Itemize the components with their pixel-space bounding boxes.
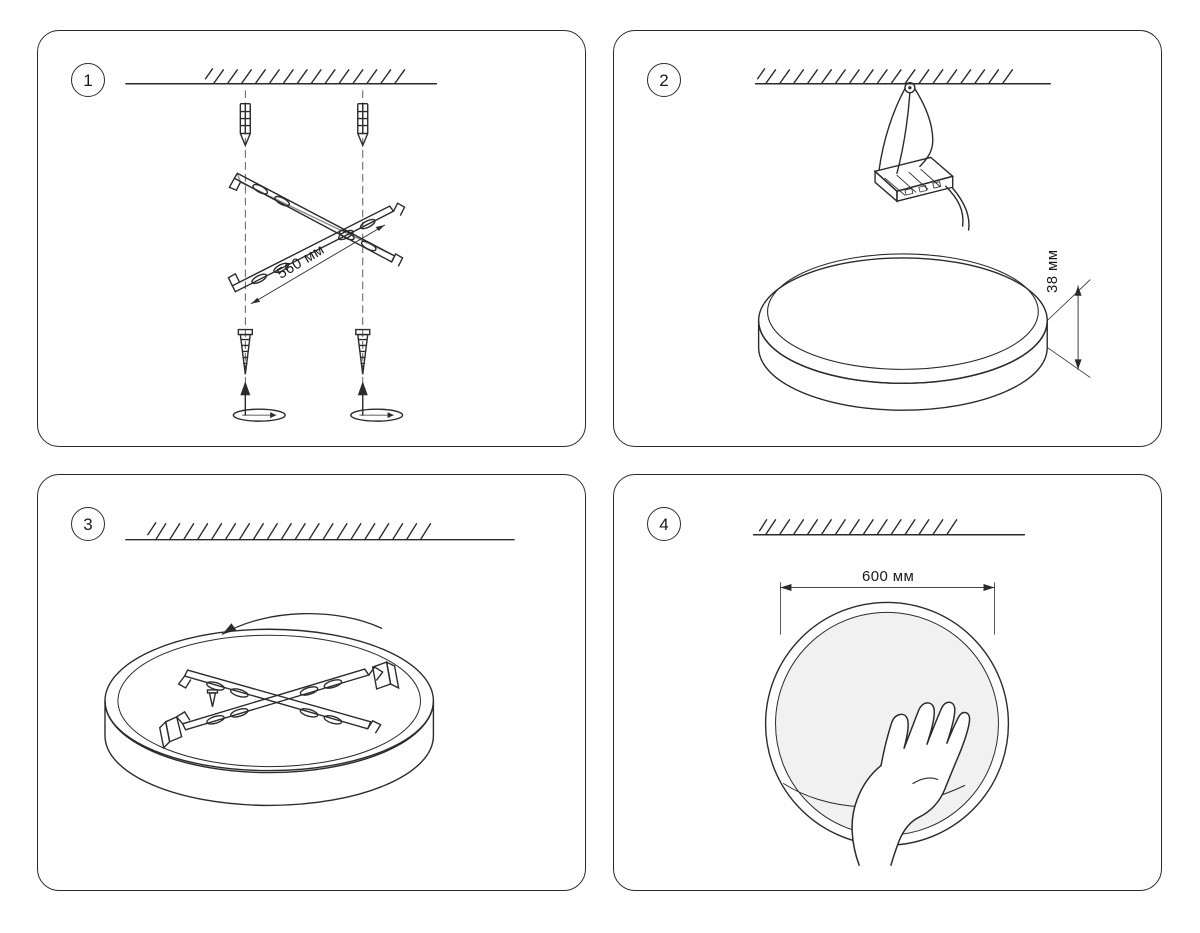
step-number-2: 2 <box>659 70 669 90</box>
panel-step-1 <box>37 30 586 447</box>
panel-step-2 <box>613 30 1162 447</box>
dimension-label-600: 600 мм <box>862 568 915 585</box>
step-number-3: 3 <box>83 514 93 534</box>
ceiling-hatch-line <box>126 523 514 540</box>
step-number-1: 1 <box>83 70 93 90</box>
ceiling-hatch-line <box>756 69 1051 84</box>
terminal-block <box>875 157 953 201</box>
panel-step-3 <box>37 474 586 891</box>
ceiling-hatch-line <box>754 520 1025 535</box>
fixture-body-round <box>759 254 1048 410</box>
panel-2-drawing <box>614 31 1161 446</box>
panel-1-drawing <box>38 31 585 446</box>
center-screw <box>208 690 218 707</box>
panel-3-drawing <box>38 475 585 890</box>
panel-step-4 <box>613 474 1162 891</box>
ceiling-hatch-line <box>126 69 437 84</box>
cross-bracket <box>228 173 404 291</box>
dimension-label-38: 38 мм <box>1044 249 1061 293</box>
fixture-base-round <box>105 629 433 805</box>
arrow-up-left <box>233 381 285 421</box>
dimension-label-560: 560 мм <box>274 241 328 283</box>
arrow-up-right <box>351 381 403 421</box>
dimension-line-560 <box>251 225 384 304</box>
cross-bracket <box>160 662 399 748</box>
panel-4-drawing <box>614 475 1161 890</box>
step-number-4: 4 <box>659 514 669 534</box>
dimension-line-38 <box>1047 280 1090 378</box>
